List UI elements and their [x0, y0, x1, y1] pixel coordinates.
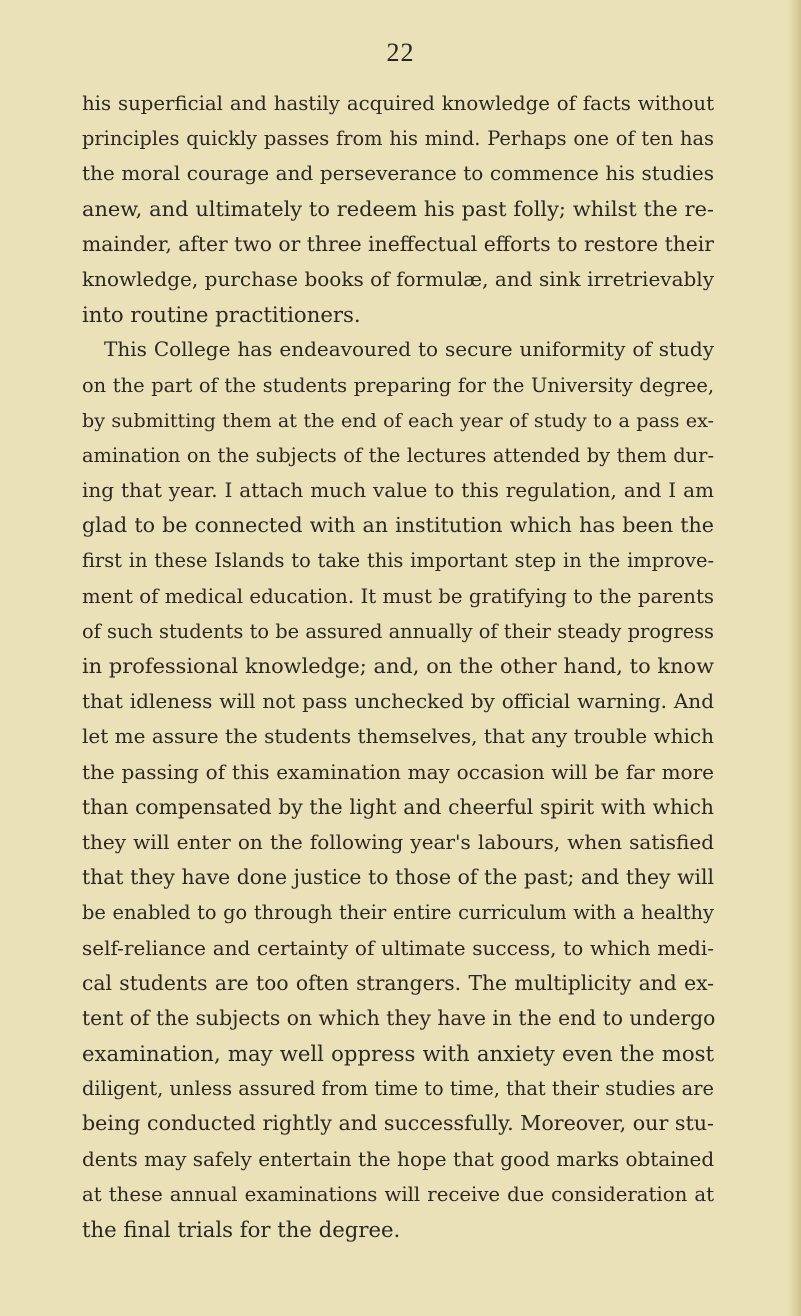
text-line: be enabled to go through their entire curriculum with a healthy: [82, 901, 714, 925]
page-number: 22: [386, 38, 415, 67]
text-line: at these annual examinations will receive due consideration at: [82, 1182, 714, 1206]
text-line: in professional knowledge; and, on the other hand, to know: [82, 654, 714, 678]
text-line: first in these Islands to take this important step in the improve-: [82, 549, 714, 573]
text-line: that they have done justice to those of the past; and they will: [82, 865, 714, 890]
page-edge-shadow: [787, 0, 801, 1316]
text-line: the passing of this examination may occasion will be far more: [82, 759, 714, 784]
text-line: glad to be connected with an institution which has been the: [82, 513, 714, 538]
text-line: let me assure the students themselves, that any trouble which: [82, 724, 714, 749]
text-line: principles quickly passes from his mind. Perhaps one of ten has: [82, 127, 714, 151]
paragraph-end-line: into routine practitioners.: [82, 302, 361, 328]
text-line: by submitting them at the end of each year of study to a pass ex-: [82, 408, 714, 432]
text-line: than compensated by the light and cheerful spirit with which: [82, 794, 714, 819]
text-line: his superficial and hastily acquired knowledge of facts without: [82, 92, 714, 115]
text-line: mainder, after two or three ineffectual efforts to restore their: [82, 231, 714, 256]
paragraph-end-line: the final trials for the degree.: [82, 1217, 401, 1242]
text-line: examination, may well oppress with anxiety even the most: [82, 1041, 714, 1067]
text-line: being conducted rightly and successfully. Moreover, our stu-: [82, 1111, 714, 1136]
text-line: anew, and ultimately to redeem his past folly; whilst the re-: [82, 196, 714, 221]
text-line: amination on the subjects of the lectures attended by them dur-: [82, 443, 714, 467]
text-line: self-reliance and certainty of ultimate success, to which medi-: [82, 935, 714, 960]
text-line: tent of the subjects on which they have in the end to undergo: [82, 1005, 716, 1030]
text-line: cal students are too often strangers. The multiplicity and ex-: [82, 970, 714, 995]
text-line: ing that year. I attach much value to this regulation, and I am: [82, 478, 714, 503]
text-line: knowledge, purchase books of formulæ, and sink irretrievably: [82, 266, 714, 291]
text-line: they will enter on the following year's labours, when satisfied: [82, 829, 714, 854]
text-line: ment of medical education. It must be gratifying to the parents: [82, 584, 714, 608]
text-line: on the part of the students preparing for the University degree,: [82, 373, 714, 397]
text-line: of such students to be assured annually of their steady progress: [82, 619, 714, 643]
text-line: the moral courage and perseverance to commence his studies: [82, 161, 714, 186]
text-line: that idleness will not pass unchecked by official warning. And: [82, 689, 714, 714]
text-line: dents may safely entertain the hope that good marks obtained: [82, 1146, 715, 1171]
text-line: diligent, unless assured from time to time, that their studies are: [82, 1077, 714, 1101]
body-text: [82, 86, 714, 1247]
paragraph-start-line: This College has endeavoured to secure uniformity of study: [104, 337, 714, 362]
